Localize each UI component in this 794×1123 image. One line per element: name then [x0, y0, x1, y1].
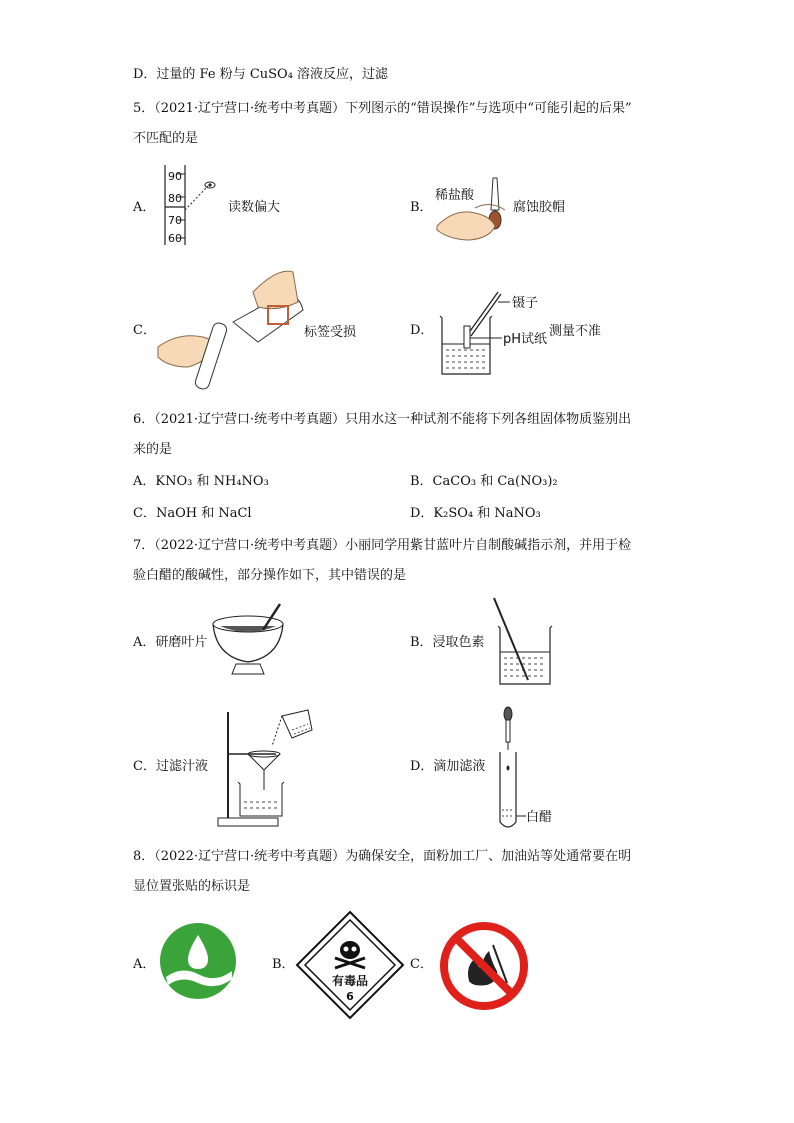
q5-a-tick-80: 80	[168, 192, 182, 205]
q7-d-label-vinegar: 白醋	[526, 810, 553, 825]
q5-b-result: 腐蚀胶帽	[513, 200, 566, 215]
q5-stem-line2: 不匹配的是	[133, 131, 199, 146]
q5-option-b-letter: B．	[410, 200, 433, 215]
q7-d-dropper-testtube-icon	[492, 704, 572, 832]
q4-option-d: D．过量的 Fe 粉与 CuSO₄ 溶液反应，过滤	[133, 67, 389, 82]
q6-option-d: D．K₂SO₄ 和 NaNO₃	[410, 506, 541, 521]
q5-option-c-pouring-figure	[158, 262, 368, 392]
q5-stem-line1: 5．（2021·辽宁营口·统考中考真题）下列图示的“错误操作”与选项中“可能引起的后果”	[133, 101, 632, 116]
q6-option-b: B．CaCO₃ 和 Ca(NO₃)₂	[410, 474, 558, 489]
q8-b-sign-number: 6	[346, 990, 354, 1003]
q7-option-d: D．滴加滤液	[410, 759, 486, 774]
q5-a-result: 读数偏大	[228, 200, 281, 215]
q5-c-result: 标签受损	[304, 325, 357, 340]
q8-a-water-saving-icon	[158, 921, 238, 1001]
q7-c-filtration-icon	[216, 706, 326, 831]
q7-option-a: A．研磨叶片	[133, 635, 208, 650]
q5-d-result: 测量不准	[549, 324, 602, 339]
q5-b-label: 稀盐酸	[435, 188, 475, 203]
q8-option-a-letter: A．	[133, 957, 156, 972]
skull-icon	[340, 941, 360, 959]
q5-option-d-beaker-figure	[438, 286, 618, 381]
q8-option-b-letter: B．	[272, 957, 295, 972]
q8-stem-line1: 8．（2022·辽宁营口·统考中考真题）为确保安全，面粉加工厂、加油站等处通常要在明	[133, 849, 632, 864]
q7-stem-line1: 7．（2022·辽宁营口·统考中考真题）小丽同学用紫甘蓝叶片自制酸碱指示剂，并用于检	[133, 538, 632, 553]
q6-stem-line1: 6．（2021·辽宁营口·统考中考真题）只用水这一种试剂不能将下列各组固体物质鉴别出	[133, 412, 632, 427]
q8-stem-line2: 显位置张贴的标识是	[133, 879, 251, 894]
q6-stem-line2: 来的是	[133, 442, 173, 457]
q6-option-c: C．NaOH 和 NaCl	[133, 506, 252, 521]
q5-a-tick-60: 60	[168, 232, 182, 245]
q5-d-label-ph-paper: pH试纸	[503, 332, 548, 347]
q5-option-a-letter: A．	[133, 200, 156, 215]
q6-option-a: A．KNO₃ 和 NH₄NO₃	[133, 474, 269, 489]
q5-option-c-letter: C．	[133, 323, 156, 338]
q5-option-a-cylinder-figure	[160, 160, 300, 250]
q5-option-b-dropper-figure	[435, 168, 575, 248]
q8-option-c-letter: C．	[410, 957, 433, 972]
q8-b-toxic-sign	[295, 910, 405, 1020]
q7-a-mortar-icon	[208, 602, 288, 682]
q8-c-no-fire-icon	[437, 919, 531, 1013]
q8-b-sign-text: 有毒品	[331, 974, 369, 988]
q7-stem-line2: 验白醋的酸碱性，部分操作如下，其中错误的是	[133, 568, 407, 583]
q5-a-tick-90: 90	[168, 170, 182, 183]
q5-option-d-letter: D．	[410, 323, 434, 338]
q5-a-tick-70: 70	[168, 214, 182, 227]
q7-option-c: C．过滤汁液	[133, 759, 208, 774]
q5-d-label-tweezers: 镊子	[512, 296, 539, 311]
q7-b-beaker-icon	[490, 596, 560, 688]
q7-option-b: B．浸取色素	[410, 635, 485, 650]
